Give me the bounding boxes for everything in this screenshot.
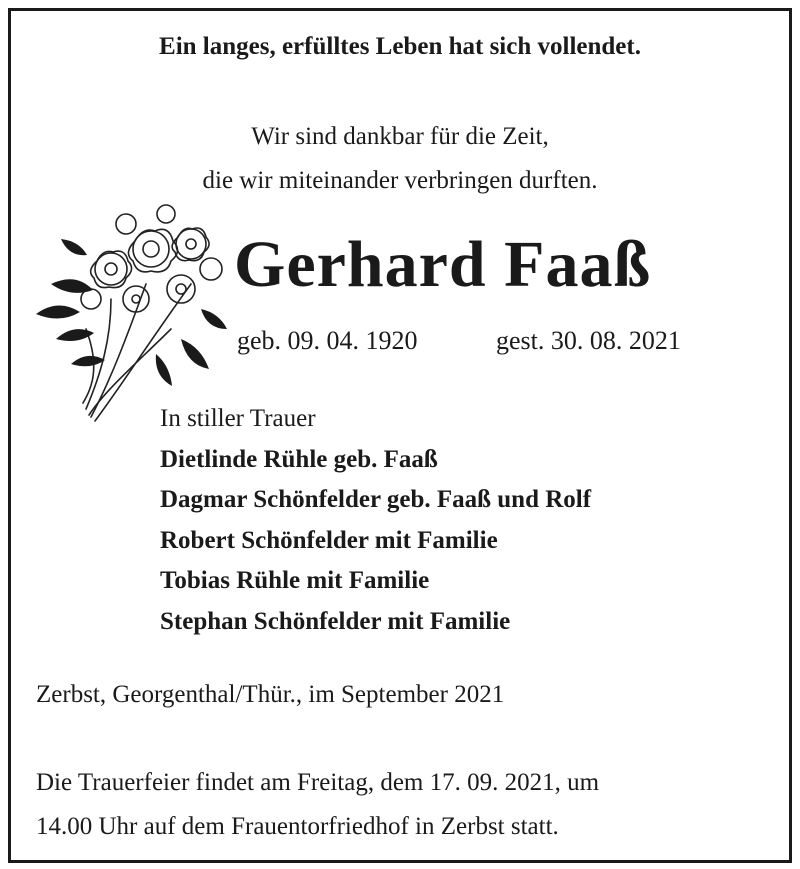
- mourner-name: Dagmar Schönfelder geb. Faaß und Rolf: [160, 486, 592, 513]
- deceased-name: Gerhard Faaß: [234, 228, 652, 301]
- funeral-service-info: [36, 761, 599, 849]
- death-date: gest. 30. 08. 2021: [496, 326, 681, 355]
- mourners-list: [160, 399, 591, 642]
- headline: Ein langes, erfülltes Leben hat sich vollendet.: [159, 33, 641, 60]
- place-and-date: Zerbst, Georgenthal/Thür., im September 2021: [36, 681, 505, 708]
- mourner-name: Robert Schönfelder mit Familie: [160, 526, 498, 554]
- verse-line-2: die wir miteinander verbringen durften.: [202, 167, 598, 194]
- mourner-name: Stephan Schönfelder mit Familie: [160, 607, 511, 635]
- mourner-name: Dietlinde Rühle geb. Faaß: [160, 445, 438, 473]
- obituary-notice: [8, 8, 792, 863]
- verse-line-1: Wir sind dankbar für die Zeit,: [251, 123, 549, 150]
- flower-bouquet-icon: [31, 189, 231, 427]
- mourners-lead: In stiller Trauer: [160, 405, 316, 432]
- service-line-1: Die Trauerfeier findet am Freitag, dem 17. 09. 2021, um: [36, 769, 600, 796]
- service-line-2: 14.00 Uhr auf dem Frauentorfriedhof in Zerbst statt.: [36, 813, 559, 840]
- mourner-name: Tobias Rühle mit Familie: [160, 567, 430, 594]
- birth-date: geb. 09. 04. 1920: [237, 326, 418, 355]
